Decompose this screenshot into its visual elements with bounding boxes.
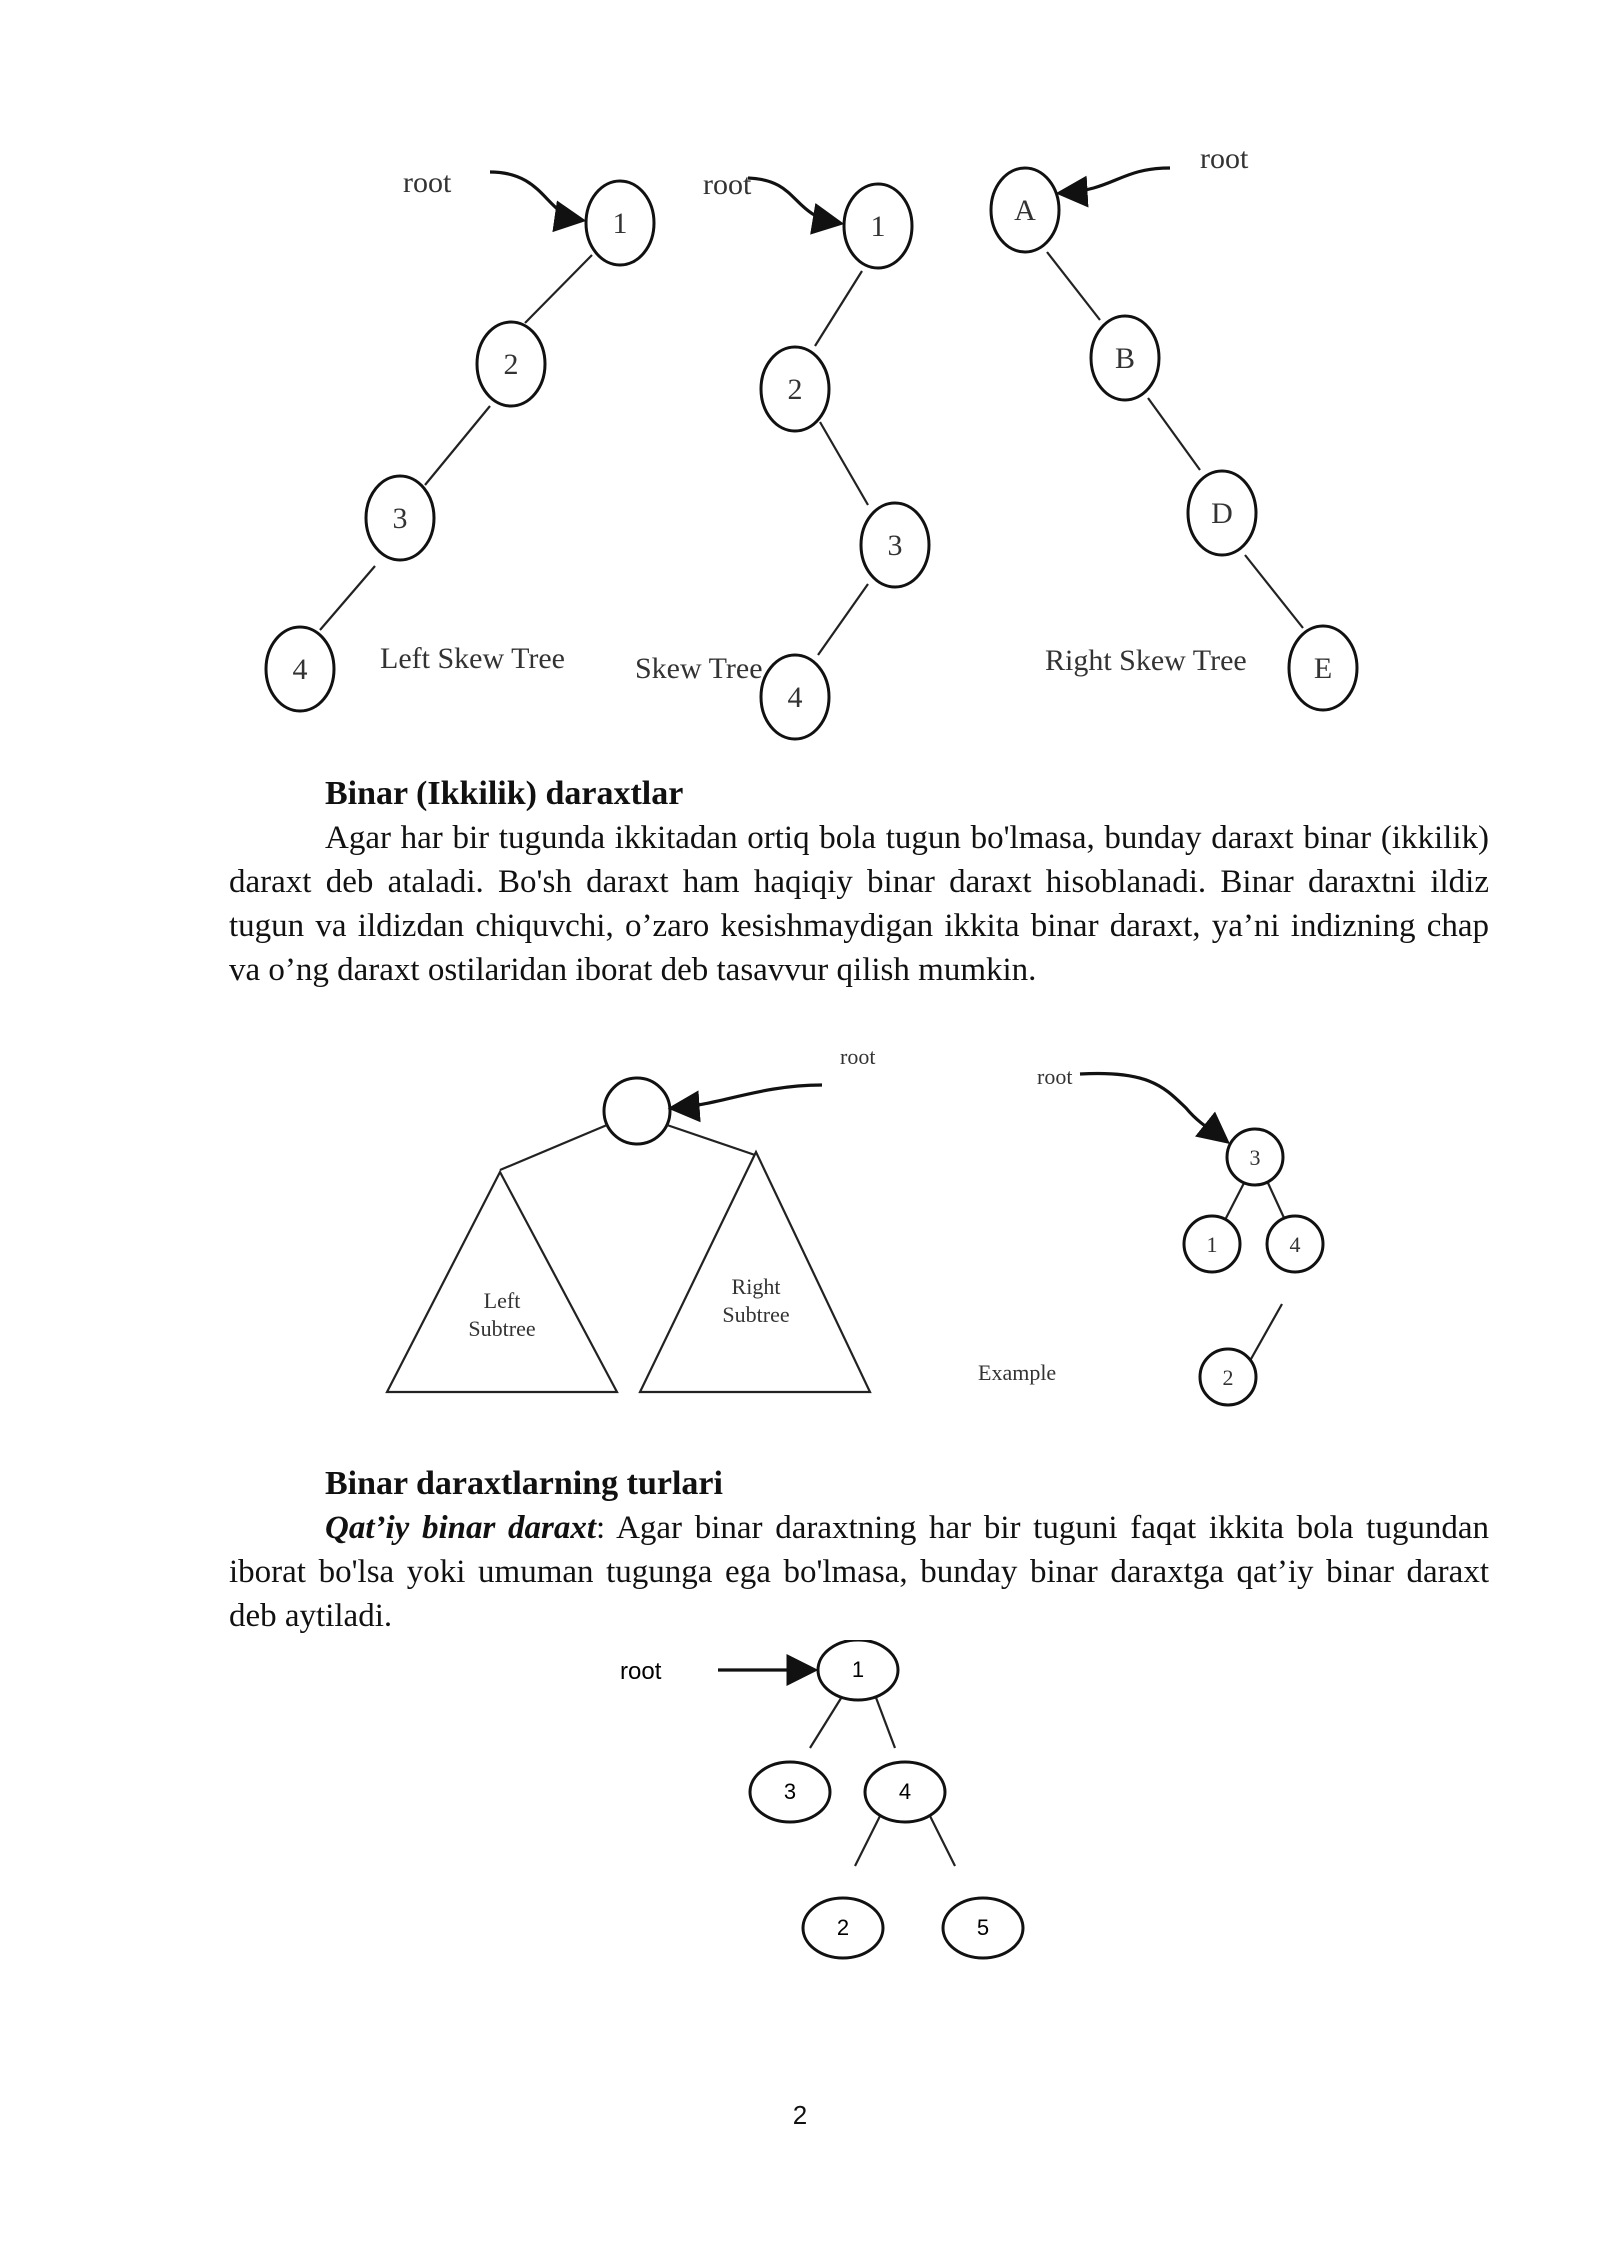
root-label: root: [403, 166, 452, 199]
subtree-diagram: [387, 1044, 875, 1392]
right-subtree-label: Right: [731, 1274, 781, 1299]
tree-caption: Right Skew Tree: [1045, 644, 1247, 677]
root-label: root: [1037, 1064, 1073, 1089]
node-label: 4: [898, 1779, 912, 1804]
root-arrow-icon: [1062, 168, 1170, 193]
node-label: 4: [787, 681, 803, 714]
node-label: 1: [612, 207, 628, 240]
node-label: 3: [1249, 1145, 1261, 1170]
node-label: B: [1114, 342, 1136, 375]
tree-caption: Skew Tree: [635, 652, 763, 685]
node-label: 5: [976, 1915, 990, 1940]
root-arrow-icon: [674, 1085, 822, 1108]
skew-tree: [635, 168, 929, 739]
right-subtree-label: Subtree: [722, 1302, 790, 1327]
node-label: 3: [392, 502, 408, 535]
right-skew-tree: [991, 142, 1357, 710]
left-subtree-label: Left: [483, 1288, 521, 1313]
paragraph-text: Agar har bir tugunda ikkitadan ortiq bola tugun bo'lmasa, bunday daraxt binar (ikkilik) daraxt deb ataladi. Bo'sh daraxt ham haqiqiy binar daraxt hisoblanadi. Binar daraxtni ildiz tugun va ildizdan chiquvchi, o’zaro kesishmaydigan ikkita binar daraxt, ya’ni indizning chap va o’ng daraxt ostilaridan iborat deb tasavvur qilish mumkin.: [229, 820, 1489, 988]
node-label: 1: [851, 1657, 865, 1682]
right-subtree-triangle: [640, 1152, 870, 1392]
node-label: 2: [1222, 1365, 1234, 1390]
binary-tree-structure-figure: [0, 1040, 1600, 1430]
node-label: 4: [292, 653, 308, 686]
root-arrow-icon: [748, 178, 838, 223]
page-number: 2: [792, 2100, 808, 2130]
skew-trees-figure: [0, 0, 1600, 760]
node-label: 2: [787, 373, 803, 406]
node-label: 4: [1289, 1232, 1301, 1257]
node-label: 2: [836, 1915, 850, 1940]
root-arrow-icon: [1080, 1073, 1225, 1140]
left-skew-tree: [266, 166, 654, 711]
node-label: 1: [1206, 1232, 1218, 1257]
node-label: 1: [870, 210, 886, 243]
node-label: D: [1211, 497, 1233, 530]
root-label: root: [1200, 142, 1249, 175]
node-label: E: [1313, 652, 1333, 685]
node-label: A: [1014, 194, 1036, 227]
term-label: Qat’iy binar daraxt: [325, 1510, 597, 1546]
left-subtree-label: Subtree: [468, 1316, 536, 1341]
node-label: 3: [887, 529, 903, 562]
root-node: [604, 1078, 670, 1144]
node-label: 3: [783, 1779, 797, 1804]
section-paragraph: [229, 816, 1489, 992]
example-tree: [978, 1064, 1323, 1405]
section-heading: Binar (Ikkilik) daraxtlar: [325, 775, 684, 812]
tree-caption: Left Skew Tree: [380, 642, 565, 675]
root-arrow-icon: [490, 172, 580, 220]
root-label: root: [840, 1044, 876, 1069]
paragraph-text: : Agar binar daraxtning har bir tuguni faqat ikkita bola tugundan iborat bo'lsa yoki umuman tugunga ega bo'lmasa, bunday binar daraxtga qat’iy binar daraxt deb aytiladi.: [229, 1510, 1489, 1634]
strict-binary-tree-figure: [0, 1640, 1600, 2000]
example-label: Example: [978, 1360, 1057, 1385]
section-heading: Binar daraxtlarning turlari: [325, 1465, 723, 1502]
root-label: root: [703, 168, 752, 201]
node-label: 2: [503, 348, 519, 381]
left-subtree-triangle: [387, 1172, 617, 1392]
section-paragraph: [229, 1506, 1489, 1638]
root-label: root: [620, 1658, 662, 1685]
